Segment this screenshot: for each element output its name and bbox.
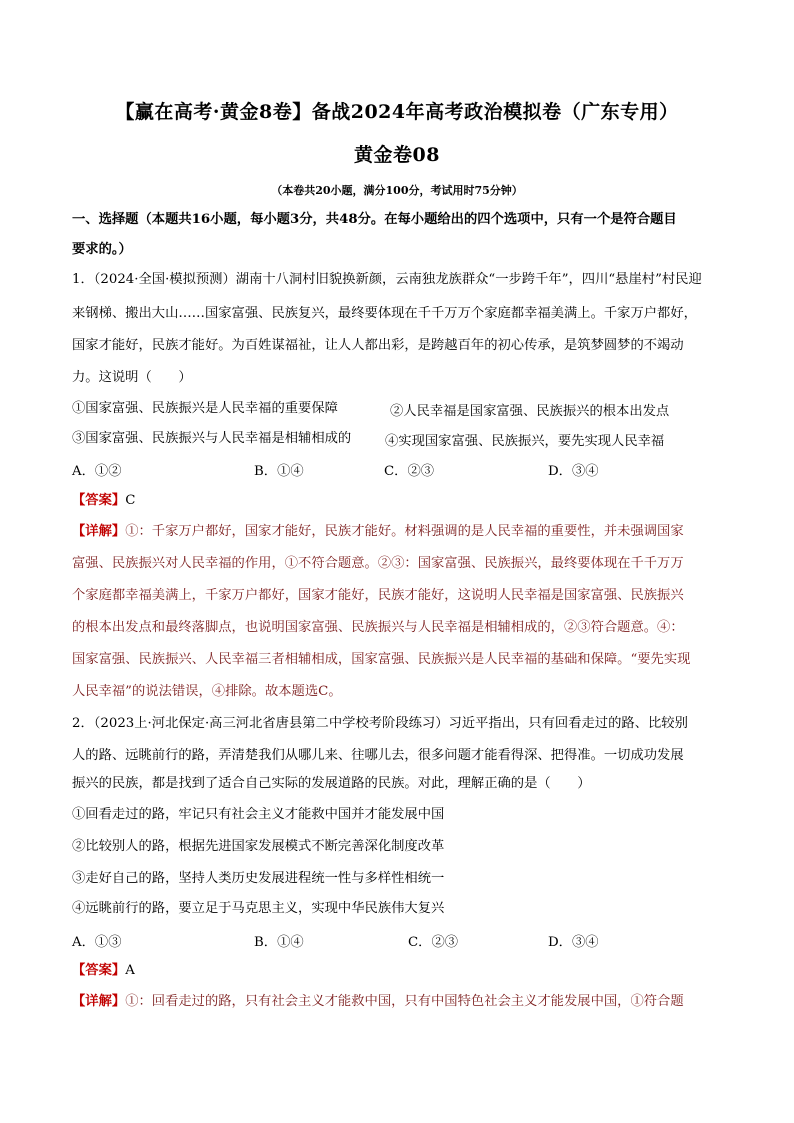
q1-stem-line: 国家才能好，民族才能好。为百姓谋福祉，让人人都出彩，是跨越百年的初心传承，是筑梦圆梦的不竭动	[72, 338, 684, 353]
page-title: 【赢在高考·黄金8卷】备战2024年高考政治模拟卷（广东专用）	[115, 101, 679, 123]
detail-text: ①：千家万户都好，国家才能好，民族才能好。材料强调的是人民幸福的重要性，并未强调国家	[125, 524, 684, 539]
q1-stem-line: 力。这说明（ ）	[72, 370, 192, 385]
q2-statement-3: ③走好自己的路，坚持人类历史发展进程统一性与多样性相统一	[72, 871, 445, 886]
q1-detail-line: 的根本出发点和最终落脚点，也说明国家富强、民族振兴与人民幸福是相辅相成的，②③符合题意。④：	[72, 620, 684, 635]
q1-statement-3: ③国家富强、民族振兴与人民幸福是相辅相成的	[72, 431, 352, 446]
q2-statement-4: ④远眺前行的路，要立足于马克思主义，实现中华民族伟大复兴	[72, 901, 445, 916]
q1-option-c: C．②③	[384, 464, 435, 479]
q1-stem-line: 来钢梯、搬出大山……国家富强、民族复兴，最终要体现在千千万万个家庭都幸福美满上。千家万户都好，	[72, 306, 697, 321]
q2-option-b: B．①④	[254, 935, 304, 950]
q1-detail-line: 人民幸福”的说法错误，④排除。故本题选C。	[72, 684, 342, 699]
q1-statement-4: ④实现国家富强、民族振兴，要先实现人民幸福	[385, 434, 665, 449]
q1-detail-line: 富强、民族振兴对人民幸福的作用，①不符合题意。②③：国家富强、民族振兴，最终要体现在千千万万	[72, 556, 684, 571]
q1-detail-line	[72, 523, 684, 541]
q2-stem-line: 2．（2023上·河北保定·高三河北省唐县第二中学校考阶段练习）习近平指出，只有回看走过的路、比较别	[72, 716, 688, 731]
q1-statement-1: ①国家富强、民族振兴是人民幸福的重要保障	[72, 401, 338, 416]
answer-tag: 【答案】	[72, 963, 126, 978]
q1-stem-line: 1．（2024·全国·模拟预测）湖南十八洞村旧貌换新颜，云南独龙族群众“一步跨千年”，四川“悬崖村”村民迎	[72, 272, 702, 287]
q1-statement-2: ②人民幸福是国家富强、民族振兴的根本出发点	[390, 404, 670, 419]
q2-detail-line	[72, 993, 684, 1011]
answer-value: C	[125, 493, 136, 508]
q1-option-b: B．①④	[254, 464, 304, 479]
section-heading-line1: 一、选择题（本题共16小题，每小题3分，共48分。在每小题给出的四个选项中，只有一个是符合题目	[72, 212, 677, 227]
q2-statement-2: ②比较别人的路，根据先进国家发展模式不断完善深化制度改革	[72, 839, 445, 854]
section-heading-line2: 要求的。）	[72, 242, 132, 257]
q1-option-a: A．①②	[72, 464, 122, 479]
q2-stem-line: 人的路、远眺前行的路，弄清楚我们从哪儿来、往哪儿去，很多问题才能看得深、把得准。一切成功发展	[72, 748, 684, 763]
page-subtitle: 黄金卷08	[354, 144, 440, 166]
detail-text: ①：回看走过的路，只有社会主义才能救中国，只有中国特色社会主义才能发展中国，①符合题	[125, 994, 684, 1009]
q1-detail-line: 个家庭都幸福美满上，千家万户都好，国家才能好，民族才能好，这说明人民幸福是国家富强、民族振兴	[72, 588, 684, 603]
detail-tag: 【详解】	[72, 994, 126, 1009]
q1-answer	[72, 492, 135, 510]
q2-answer	[72, 962, 135, 980]
detail-tag: 【详解】	[72, 524, 126, 539]
q2-statement-1: ①回看走过的路，牢记只有社会主义才能救中国并才能发展中国	[72, 807, 445, 822]
exam-note: （本卷共20小题，满分100分，考试用时75分钟）	[271, 184, 523, 197]
q2-option-a: A．①③	[72, 935, 122, 950]
answer-value: A	[125, 963, 135, 978]
answer-tag: 【答案】	[72, 493, 126, 508]
q1-detail-line: 国家富强、民族振兴、人民幸福三者相辅相成，国家富强、民族振兴是人民幸福的基础和保障。“要先实现	[72, 652, 691, 667]
q2-option-d: D．③④	[548, 935, 599, 950]
q2-option-c: C．②③	[408, 935, 459, 950]
q2-stem-line: 振兴的民族，都是找到了适合自己实际的发展道路的民族。对此，理解正确的是（ ）	[72, 776, 591, 791]
q1-option-d: D．③④	[548, 464, 599, 479]
